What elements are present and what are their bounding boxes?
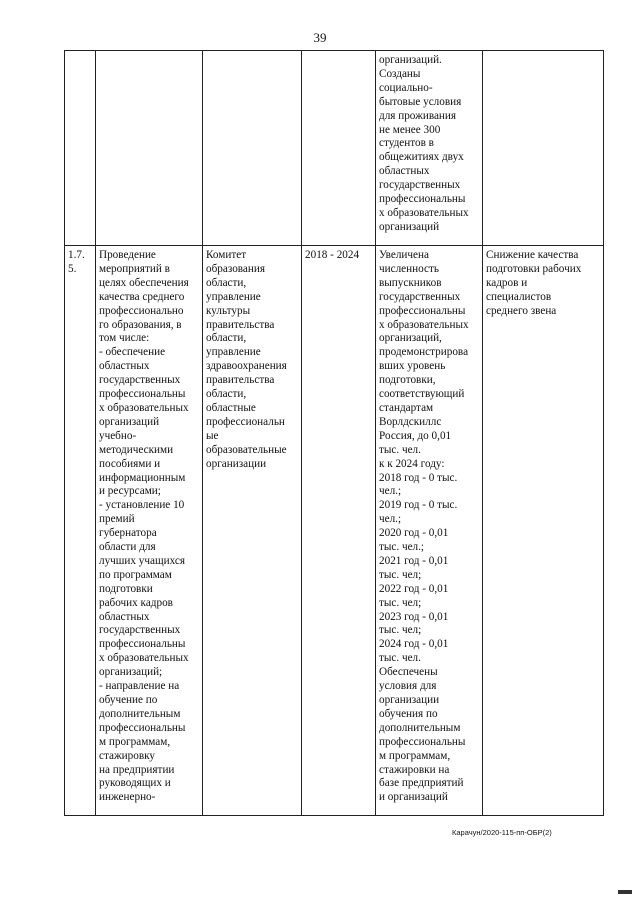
text-line: подготовки, xyxy=(379,374,436,387)
text-line: организаций xyxy=(379,220,440,233)
text-line: социально- xyxy=(379,81,433,94)
text-line: 2019 год - 0 тыс. xyxy=(379,499,458,512)
text-line: численность xyxy=(379,262,439,275)
text-line: и ресурсами; xyxy=(99,485,161,498)
text-line: профессиональны xyxy=(379,193,466,206)
text-line: областные xyxy=(206,401,256,414)
text-line: организаций, xyxy=(379,332,442,345)
cell-consequence xyxy=(483,246,604,816)
text-line: учебно- xyxy=(99,429,137,442)
text-line: 2021 год - 0,01 xyxy=(379,554,449,567)
cell-number xyxy=(65,51,96,246)
measure-number xyxy=(68,249,92,277)
text-line: к к 2024 году: xyxy=(379,457,445,470)
text-line: м программам, xyxy=(379,749,451,762)
document-code: Карачун/2020-115-пп-ОБР(2) xyxy=(452,828,552,837)
text-line: условия для xyxy=(379,680,437,693)
text-line: ые xyxy=(206,429,219,442)
text-line: государственных xyxy=(379,290,461,303)
text-line: инженерно- xyxy=(99,791,156,804)
text-line: профессиональны xyxy=(99,721,186,734)
text-line: области, xyxy=(206,332,247,345)
scan-mark xyxy=(618,890,632,894)
text-line: организации xyxy=(206,457,267,470)
text-line: Россия, до 0,01 xyxy=(379,429,452,442)
text-line: профессиональны xyxy=(99,638,186,651)
text-line: базе предприятий xyxy=(379,777,464,790)
text-line: целях обеспечения xyxy=(99,276,189,289)
text-line: государственных xyxy=(99,374,181,387)
text-line: управление xyxy=(206,346,261,359)
text-line: организаций. xyxy=(379,54,442,66)
text-line: Ворлдскиллс xyxy=(379,415,442,428)
text-line: области для xyxy=(99,541,156,554)
text-line: обучения по xyxy=(379,707,438,720)
text-line: м программам, xyxy=(99,735,171,748)
text-line: тыс. чел. xyxy=(379,443,421,456)
text-line: рабочих кадров xyxy=(99,596,173,609)
text-line: соответствующий xyxy=(379,388,465,401)
text-line: обучение по xyxy=(99,694,158,706)
text-line: методическими xyxy=(99,443,174,456)
text-line: профессиональн xyxy=(206,415,285,428)
text-line: области, xyxy=(206,276,247,289)
cell-measure xyxy=(96,246,203,816)
text-line: чел.; xyxy=(379,485,402,498)
text-line: организаций xyxy=(99,415,160,428)
cell-result xyxy=(376,51,483,246)
text-line: государственных xyxy=(379,179,461,192)
cell-period xyxy=(302,51,376,246)
text-line: - установление 10 xyxy=(99,499,185,512)
period-text: 2018 - 2024 xyxy=(305,249,360,261)
result-text xyxy=(379,54,479,235)
text-line: областных xyxy=(99,610,150,623)
text-line: 2018 год - 0 тыс. xyxy=(379,471,458,484)
text-line: Увеличена xyxy=(379,249,429,261)
text-line: губернатора xyxy=(99,527,157,540)
text-line: 5. xyxy=(68,262,77,275)
cell-executor xyxy=(203,51,302,246)
measure-text xyxy=(99,249,199,805)
text-line: кадров и xyxy=(486,276,528,289)
text-line: общежитиях двух xyxy=(379,151,464,164)
table-row xyxy=(65,246,604,816)
text-line: тыс. чел; xyxy=(379,568,422,581)
text-line: и организаций xyxy=(379,791,448,804)
text-line: бытовые условия xyxy=(379,95,462,108)
text-line: стажировку xyxy=(99,749,156,762)
cell-consequence xyxy=(483,51,604,246)
text-line: х образовательных xyxy=(379,206,469,219)
cell-executor xyxy=(203,246,302,816)
text-line: областных xyxy=(379,165,430,178)
text-line: чел.; xyxy=(379,513,402,526)
cell-period xyxy=(302,246,376,816)
text-line: го образования, в xyxy=(99,318,182,331)
text-line: - обеспечение xyxy=(99,346,166,359)
text-line: Обеспечены xyxy=(379,666,438,679)
text-line: культуры xyxy=(206,304,251,317)
text-line: х образовательных xyxy=(379,318,469,331)
text-line: профессионально xyxy=(99,304,184,317)
text-line: образовательные xyxy=(206,443,287,456)
text-line: Проведение xyxy=(99,249,156,261)
text-line: х образовательных xyxy=(99,401,189,414)
text-line: стандартам xyxy=(379,401,434,414)
text-line: профессиональны xyxy=(99,388,186,401)
text-line: х образовательных xyxy=(99,652,189,665)
page-number: 39 xyxy=(313,30,327,45)
text-line: по программам xyxy=(99,568,172,581)
text-line: профессиональны xyxy=(379,735,466,748)
cell-number xyxy=(65,246,96,816)
text-line: здравоохранения xyxy=(206,360,287,373)
text-line: премий xyxy=(99,513,135,526)
text-line: руководящих и xyxy=(99,777,171,790)
text-line: лучших учащихся xyxy=(99,554,185,567)
text-line: тыс. чел; xyxy=(379,596,422,609)
text-line: 2020 год - 0,01 xyxy=(379,527,449,540)
text-line: специалистов xyxy=(486,290,552,303)
text-line: образования xyxy=(206,262,266,275)
text-line: - направление на xyxy=(99,680,180,693)
text-line: организаций; xyxy=(99,666,163,679)
text-line: студентов в xyxy=(379,137,434,150)
text-line: тыс. чел; xyxy=(379,624,422,637)
text-line: вших уровень xyxy=(379,360,446,373)
text-line: среднего звена xyxy=(486,304,557,317)
text-line: для проживания xyxy=(379,109,457,122)
text-line: информационным xyxy=(99,471,186,484)
text-line: Созданы xyxy=(379,67,421,80)
text-line: продемонстрирова xyxy=(379,346,469,359)
text-line: организации xyxy=(379,694,440,706)
text-line: области, xyxy=(206,388,247,401)
text-line: тыс. чел.; xyxy=(379,541,425,554)
cell-result xyxy=(376,246,483,816)
table-row xyxy=(65,51,604,246)
cell-measure xyxy=(96,51,203,246)
text-line: управление xyxy=(206,290,261,303)
text-line: мероприятий в xyxy=(99,262,170,275)
executor-text xyxy=(206,249,298,472)
text-line: 2023 год - 0,01 xyxy=(379,610,449,623)
text-line: государственных xyxy=(99,624,181,637)
measures-table xyxy=(64,50,604,816)
text-line: Снижение качества xyxy=(486,249,579,261)
text-line: областных xyxy=(99,360,150,373)
text-line: стажировки на xyxy=(379,763,450,776)
text-line: подготовки xyxy=(99,582,153,595)
text-line: подготовки рабочих xyxy=(486,262,582,275)
text-line: 2022 год - 0,01 xyxy=(379,582,449,595)
text-line: профессиональны xyxy=(379,304,466,317)
text-line: дополнительным xyxy=(99,707,181,720)
text-line: качества среднего xyxy=(99,290,185,303)
text-line: правительства xyxy=(206,374,275,387)
text-line: на предприятии xyxy=(99,763,175,776)
result-text xyxy=(379,249,479,805)
consequence-text xyxy=(486,249,600,319)
text-line: не менее 300 xyxy=(379,123,441,136)
text-line: 1.7. xyxy=(68,249,85,261)
text-line: 2024 год - 0,01 xyxy=(379,638,449,651)
text-line: тыс. чел. xyxy=(379,652,421,665)
text-line: пособиями и xyxy=(99,457,161,470)
text-line: выпускников xyxy=(379,276,442,289)
text-line: правительства xyxy=(206,318,275,331)
text-line: Комитет xyxy=(206,249,247,261)
text-line: дополнительным xyxy=(379,721,461,734)
text-line: том числе: xyxy=(99,332,150,345)
